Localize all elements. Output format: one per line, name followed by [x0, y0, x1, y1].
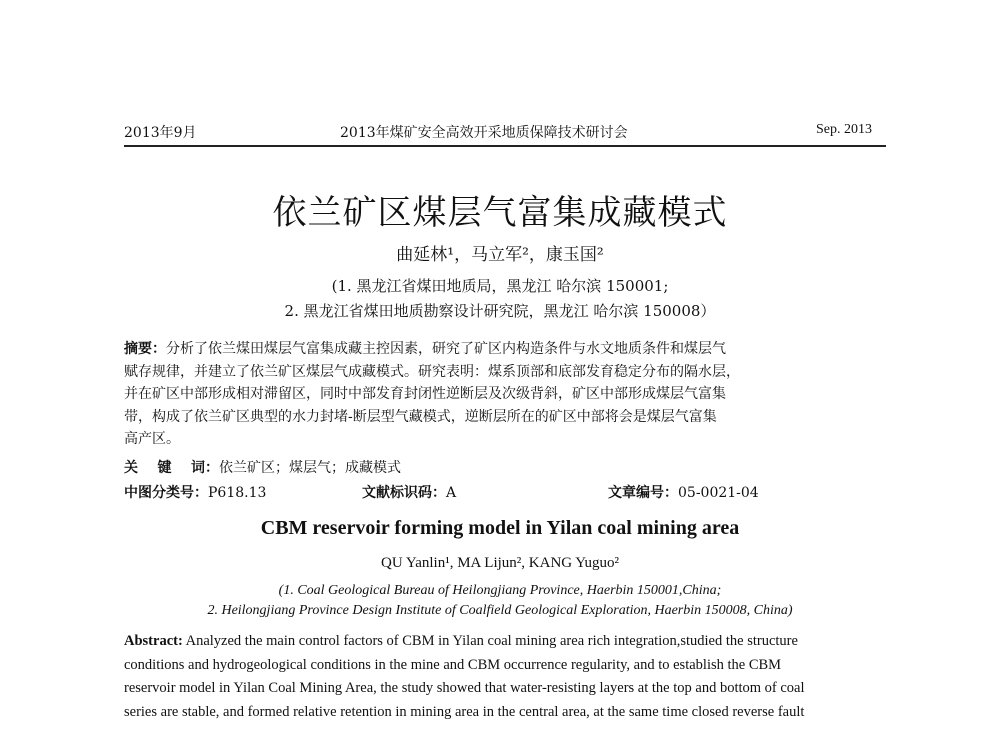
affiliation-en-1: (1. Coal Geological Bureau of Heilongjiang Province, Haerbin 150001,China; — [278, 583, 722, 598]
title-cn: 依兰矿区煤层气富集成藏模式 — [272, 193, 728, 233]
abstract-cn-label: 摘要： — [124, 341, 166, 357]
abstract-en-label: Abstract: — [124, 633, 183, 649]
abstract-en-line: Analyzed the main control factors of CBM in Yilan coal mining area rich integration,studied the structure — [185, 633, 798, 649]
keywords-cn-value: 依兰矿区；煤层气；成藏模式 — [219, 460, 401, 476]
affiliation-cn-1: (1. 黑龙江省煤田地质局，黑龙江 哈尔滨 150001; — [331, 277, 669, 295]
abstract-cn-line: 赋存规律，并建立了依兰矿区煤层气成藏模式。研究表明：煤系顶部和底部发育稳定分布的隔水层， — [124, 363, 740, 380]
article-value: 05-0021-04 — [678, 485, 759, 501]
article-label: 文章编号： — [608, 485, 678, 501]
title-en: CBM reservoir forming model in Yilan coal mining area — [260, 517, 740, 539]
abstract-en-line: series are stable, and formed relative retention in mining area in the central area, at the same time closed reverse fault — [124, 703, 805, 720]
doc-label: 文献标识码： — [362, 485, 446, 501]
header-date-cn: 2013年9月 — [124, 125, 197, 141]
clc-number — [124, 482, 266, 502]
clc-label: 中图分类号： — [124, 485, 208, 501]
abstract-cn-line: 带，构成了依兰矿区典型的水力封堵-断层型气藏模式，逆断层所在的矿区中部将会是煤层气富集 — [124, 408, 717, 425]
affiliation-en-2: 2. Heilongjiang Province Design Institute of Coalfield Geological Exploration, Haerbin 150008, China) — [207, 603, 793, 618]
keywords-cn-label: 关 键 词： — [124, 460, 219, 476]
article-number — [608, 482, 759, 502]
abstract-en-line: conditions and hydrogeological conditions in the mine and CBM occurrence regularity, and to establish the CBM — [124, 656, 782, 673]
abstract-cn-line: 高产区。 — [124, 431, 180, 447]
header-rule — [124, 145, 886, 147]
authors-en: QU Yanlin¹, MA Lijun², KANG Yuguo² — [381, 555, 619, 571]
document-code — [362, 482, 456, 502]
header-conference: 2013年煤矿安全高效开采地质保障技术研讨会 — [340, 125, 628, 141]
abstract-en-line: reservoir model in Yilan Coal Mining Area, the study showed that water-resisting layers at the top and bottom of coal — [124, 680, 805, 696]
abstract-en — [124, 630, 886, 724]
authors-cn: 曲延林¹，马立军²，康玉国² — [396, 245, 604, 265]
keywords-cn — [124, 457, 401, 477]
clc-value: P618.13 — [208, 485, 267, 501]
affiliation-cn-2: 2. 黑龙江省煤田地质勘察设计研究院，黑龙江 哈尔滨 150008） — [284, 302, 716, 320]
abstract-cn-line: 并在矿区中部形成相对滞留区，同时中部发育封闭性逆断层及次级背斜，矿区中部形成煤层气富集 — [124, 386, 726, 402]
doc-value: A — [446, 485, 457, 501]
abstract-cn-line: 分析了依兰煤田煤层气富集成藏主控因素，研究了矿区内构造条件与水文地质条件和煤层气 — [166, 341, 726, 357]
header-date-en: Sep. 2013 — [816, 122, 872, 137]
abstract-cn — [124, 338, 886, 451]
